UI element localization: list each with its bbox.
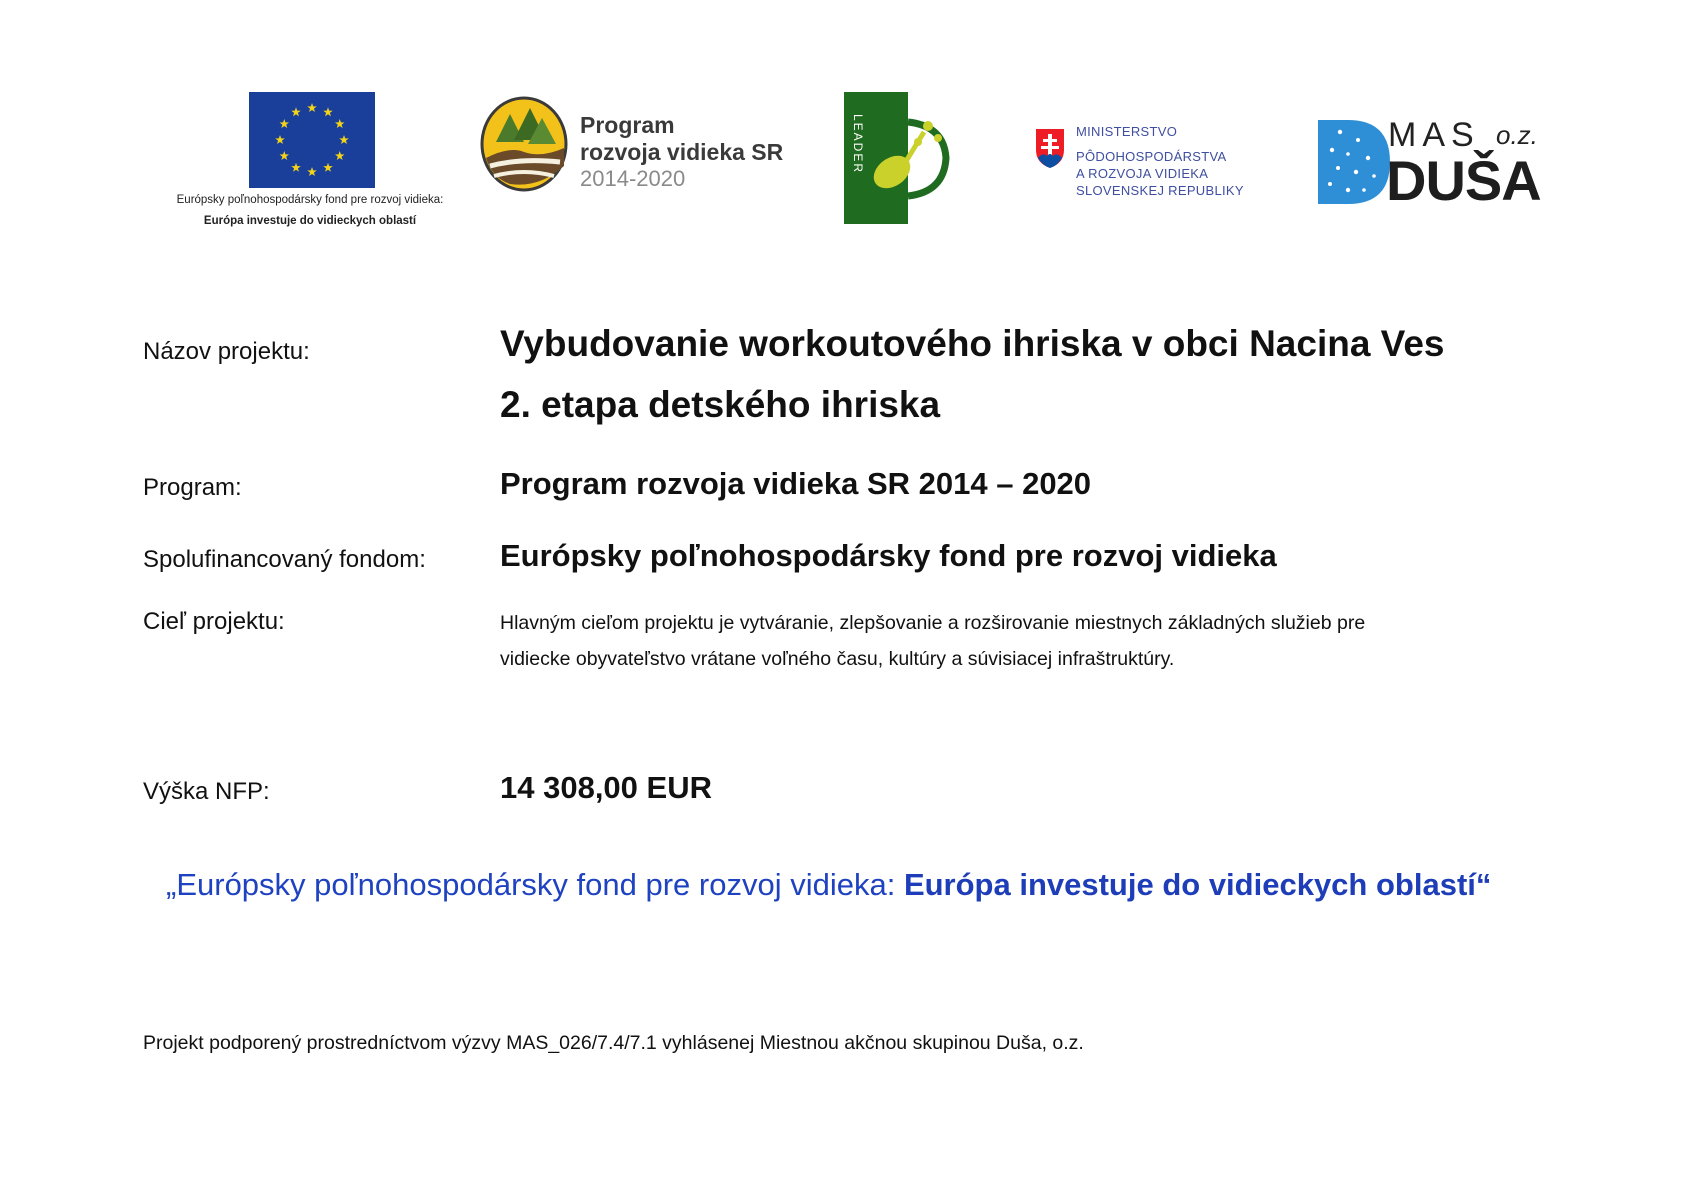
slogan-part1: „Európsky poľnohospodársky fond pre rozvoj vidieka: xyxy=(166,867,904,902)
slogan-part2: Európa investuje do vidieckych oblastí“ xyxy=(903,867,1492,902)
eu-flag-icon xyxy=(249,92,375,188)
leader-logo-icon xyxy=(844,92,959,224)
project-name-line2: 2. etapa detského ihriska xyxy=(500,384,941,425)
fund-label: Spolufinancovaný fondom: xyxy=(143,546,426,573)
mas-label: MAS xyxy=(1388,116,1480,154)
amount-label: Výška NFP: xyxy=(143,778,270,805)
goal-line2: vidiecke obyvateľstvo vrátane voľného času, kultúry a súvisiacej infraštruktúry. xyxy=(500,648,1175,670)
project-name-line1: Vybudovanie workoutového ihriska v obci Nacina Ves xyxy=(500,323,1445,364)
mas-name: DUŠA xyxy=(1386,149,1541,212)
mas-d-letter-icon xyxy=(1318,120,1390,204)
eu-caption-line1: Európsky poľnohospodársky fond pre rozvoj vidieka: xyxy=(176,194,444,206)
program-label: Program: xyxy=(143,474,242,501)
prv-title-line1: Program xyxy=(580,112,675,138)
project-name-label: Názov projektu: xyxy=(143,338,310,365)
prv-logo xyxy=(480,96,800,196)
leader-text: LEADER xyxy=(851,114,865,175)
ministry-logo xyxy=(1033,124,1263,208)
ministry-line2: PÔDOHOSPODÁRSTVA xyxy=(1076,149,1227,164)
ministry-line3: A ROZVOJA VIDIEKA xyxy=(1076,166,1209,181)
amount-value: 14 308,00 EUR xyxy=(500,770,712,805)
fund-value: Európsky poľnohospodársky fond pre rozvoj vidieka xyxy=(500,538,1277,573)
goal-text xyxy=(500,605,1520,677)
ministry-line4: SLOVENSKEJ REPUBLIKY xyxy=(1076,183,1244,198)
eu-caption-line2: Európa investuje do vidieckych oblastí xyxy=(203,215,417,227)
mas-suffix: o.z. xyxy=(1496,120,1538,150)
prv-title-line2: rozvoja vidieka SR xyxy=(580,139,784,165)
prv-years: 2014-2020 xyxy=(580,166,686,191)
prv-emblem-icon xyxy=(480,96,568,192)
mas-dusa-logo xyxy=(1318,116,1558,212)
slogan xyxy=(166,867,1491,903)
program-value: Program rozvoja vidieka SR 2014 – 2020 xyxy=(500,466,1092,501)
ministry-line1: MINISTERSTVO xyxy=(1076,124,1178,139)
goal-label: Cieľ projektu: xyxy=(143,608,285,635)
logo-row xyxy=(0,0,1683,260)
goal-line1: Hlavným cieľom projektu je vytváranie, zlepšovanie a rozširovanie miestnych základných služieb pre xyxy=(500,612,1366,634)
slovak-crest-icon xyxy=(1033,126,1067,170)
footer-note: Projekt podporený prostredníctvom výzvy MAS_026/7.4/7.1 vyhlásenej Miestnou akčnou skupinou Duša, o.z. xyxy=(143,1032,1084,1054)
eu-fund-logo xyxy=(154,88,466,238)
